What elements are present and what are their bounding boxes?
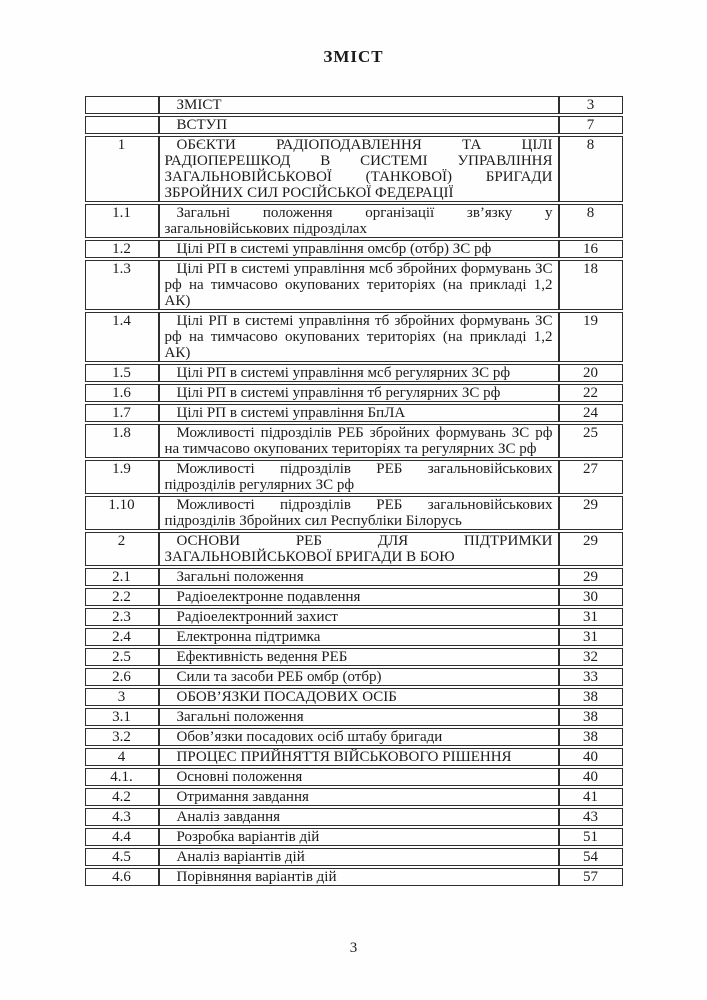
toc-row-number: 1.3: [85, 260, 159, 310]
toc-row-number: 2.5: [85, 648, 159, 666]
toc-row: [85, 116, 623, 134]
toc-row-title: Цілі РП в системі управління омсбр (отбр) ЗС рф: [159, 240, 559, 258]
toc-row: [85, 312, 623, 362]
toc-row: [85, 688, 623, 706]
toc-row-number: 1.9: [85, 460, 159, 494]
toc-row: [85, 768, 623, 786]
toc-row-page: 32: [559, 648, 623, 666]
toc-row-title: ОБОВ’ЯЗКИ ПОСАДОВИХ ОСІБ: [159, 688, 559, 706]
toc-row-title: Радіоелектронне подавлення: [159, 588, 559, 606]
toc-row-title: Загальні положення організації зв’язку у загальновійськових підрозділах: [159, 204, 559, 238]
toc-row-number: 1.10: [85, 496, 159, 530]
toc-row-page: 30: [559, 588, 623, 606]
toc-row-page: 8: [559, 136, 623, 202]
toc-row-page: 29: [559, 496, 623, 530]
toc-row: [85, 364, 623, 382]
toc-row-page: 22: [559, 384, 623, 402]
toc-row: [85, 788, 623, 806]
toc-row-title: Можливості підрозділів РЕБ загальновійськових підрозділів Збройних сил Республіки Білорусь: [159, 496, 559, 530]
toc-row-number: 2.2: [85, 588, 159, 606]
toc-row: [85, 260, 623, 310]
toc-row-title: Обов’язки посадових осіб штабу бригади: [159, 728, 559, 746]
toc-row-number: 4.6: [85, 868, 159, 886]
toc-row-title: Електронна підтримка: [159, 628, 559, 646]
toc-row-number: 1.2: [85, 240, 159, 258]
toc-row-page: 19: [559, 312, 623, 362]
toc-row-number: 1.8: [85, 424, 159, 458]
toc-row-title: ПРОЦЕС ПРИЙНЯТТЯ ВІЙСЬКОВОГО РІШЕННЯ: [159, 748, 559, 766]
toc-row: [85, 96, 623, 114]
toc-row-number: [85, 96, 159, 114]
toc-row-number: 3: [85, 688, 159, 706]
page-title: ЗМІСТ: [323, 47, 384, 66]
toc-row-page: 20: [559, 364, 623, 382]
toc-row-number: 2.4: [85, 628, 159, 646]
toc-row: [85, 568, 623, 586]
toc-row-title: Цілі РП в системі управління мсб збройних формувань ЗС рф на тимчасово окупованих територіях (на прикладі 1,2 АК): [159, 260, 559, 310]
toc-row-page: 24: [559, 404, 623, 422]
toc-row-title: Цілі РП в системі управління тб збройних формувань ЗС рф на тимчасово окупованих територіях (на прикладі 1,2 АК): [159, 312, 559, 362]
toc-row-title: Радіоелектронний захист: [159, 608, 559, 626]
toc-row: [85, 424, 623, 458]
toc-row-number: 2.6: [85, 668, 159, 686]
toc-row-number: 4.1.: [85, 768, 159, 786]
toc-row-number: 1.5: [85, 364, 159, 382]
toc-row-page: 33: [559, 668, 623, 686]
toc-row: [85, 240, 623, 258]
toc-row-number: 1.1: [85, 204, 159, 238]
toc-row-page: 43: [559, 808, 623, 826]
toc-row-page: 8: [559, 204, 623, 238]
toc-row: [85, 136, 623, 202]
toc-row: [85, 460, 623, 494]
toc-row-number: 2: [85, 532, 159, 566]
toc-row: [85, 708, 623, 726]
toc-table: [85, 94, 623, 888]
toc-row-number: 4.4: [85, 828, 159, 846]
toc-row-page: 7: [559, 116, 623, 134]
toc-row-title: ОСНОВИ РЕБ ДЛЯ ПІДТРИМКИ ЗАГАЛЬНОВІЙСЬКОВОЇ БРИГАДИ В БОЮ: [159, 532, 559, 566]
toc-row-title: Цілі РП в системі управління тб регулярних ЗС рф: [159, 384, 559, 402]
footer-page-number: 3: [349, 940, 358, 956]
toc-row: [85, 808, 623, 826]
toc-row-title: Сили та засоби РЕБ омбр (отбр): [159, 668, 559, 686]
toc-row: [85, 404, 623, 422]
toc-row-title: Цілі РП в системі управління БпЛА: [159, 404, 559, 422]
toc-row-page: 54: [559, 848, 623, 866]
toc-row: [85, 848, 623, 866]
toc-row-number: 1: [85, 136, 159, 202]
toc-row-number: 2.3: [85, 608, 159, 626]
toc-row: [85, 532, 623, 566]
toc-row-number: 4.5: [85, 848, 159, 866]
toc-row: [85, 828, 623, 846]
toc-row-number: [85, 116, 159, 134]
toc-row: [85, 384, 623, 402]
toc-row: [85, 668, 623, 686]
toc-row-number: 4.2: [85, 788, 159, 806]
toc-row-page: 29: [559, 568, 623, 586]
toc-row-page: 18: [559, 260, 623, 310]
toc-row: [85, 588, 623, 606]
toc-row-page: 57: [559, 868, 623, 886]
toc-row-page: 41: [559, 788, 623, 806]
toc-row-title: Можливості підрозділів РЕБ збройних формувань ЗС рф на тимчасово окупованих територіях та регулярних ЗС рф: [159, 424, 559, 458]
toc-row: [85, 496, 623, 530]
toc-row: [85, 728, 623, 746]
toc-row-title: Аналіз варіантів дій: [159, 848, 559, 866]
toc-row-page: 25: [559, 424, 623, 458]
toc-row-page: 27: [559, 460, 623, 494]
toc-row-title: Загальні положення: [159, 568, 559, 586]
toc-row-title: Цілі РП в системі управління мсб регулярних ЗС рф: [159, 364, 559, 382]
toc-row-title: Ефективність ведення РЕБ: [159, 648, 559, 666]
toc-row-page: 51: [559, 828, 623, 846]
toc-row-page: 40: [559, 748, 623, 766]
toc-row: [85, 648, 623, 666]
toc-row-title: Аналіз завдання: [159, 808, 559, 826]
toc-row: [85, 628, 623, 646]
toc-row-page: 31: [559, 608, 623, 626]
toc-table-body: [85, 96, 623, 886]
toc-row-number: 1.6: [85, 384, 159, 402]
toc-row-title: Порівняння варіантів дій: [159, 868, 559, 886]
toc-row-page: 38: [559, 728, 623, 746]
toc-row: [85, 204, 623, 238]
toc-row-page: 38: [559, 708, 623, 726]
toc-row-number: 3.2: [85, 728, 159, 746]
toc-row-title: Основні положення: [159, 768, 559, 786]
toc-row-page: 31: [559, 628, 623, 646]
toc-row-page: 40: [559, 768, 623, 786]
toc-row: [85, 748, 623, 766]
toc-row-number: 4.3: [85, 808, 159, 826]
toc-row-title: Можливості підрозділів РЕБ загальновійськових підрозділів регулярних ЗС рф: [159, 460, 559, 494]
toc-row-number: 1.4: [85, 312, 159, 362]
toc-row-title: Отримання завдання: [159, 788, 559, 806]
toc-row-number: 1.7: [85, 404, 159, 422]
toc-row-page: 29: [559, 532, 623, 566]
toc-row-page: 16: [559, 240, 623, 258]
toc-row-number: 2.1: [85, 568, 159, 586]
toc-row-title: ОБЄКТИ РАДІОПОДАВЛЕННЯ ТА ЦІЛІ РАДІОПЕРЕШКОД В СИСТЕМІ УПРАВЛІННЯ ЗАГАЛЬНОВІЙСЬКОВОЇ (ТАНКОВОЇ) БРИГАДИ ЗБРОЙНИХ СИЛ РОСІЙСЬКОЇ ФЕДЕРАЦІЇ: [159, 136, 559, 202]
toc-row-title: Загальні положення: [159, 708, 559, 726]
toc-row: [85, 608, 623, 626]
toc-row-page: 38: [559, 688, 623, 706]
toc-row-title: ЗМІСТ: [159, 96, 559, 114]
toc-row-title: ВСТУП: [159, 116, 559, 134]
toc-row-number: 4: [85, 748, 159, 766]
toc-row: [85, 868, 623, 886]
toc-row-title: Розробка варіантів дій: [159, 828, 559, 846]
toc-row-page: 3: [559, 96, 623, 114]
toc-row-number: 3.1: [85, 708, 159, 726]
